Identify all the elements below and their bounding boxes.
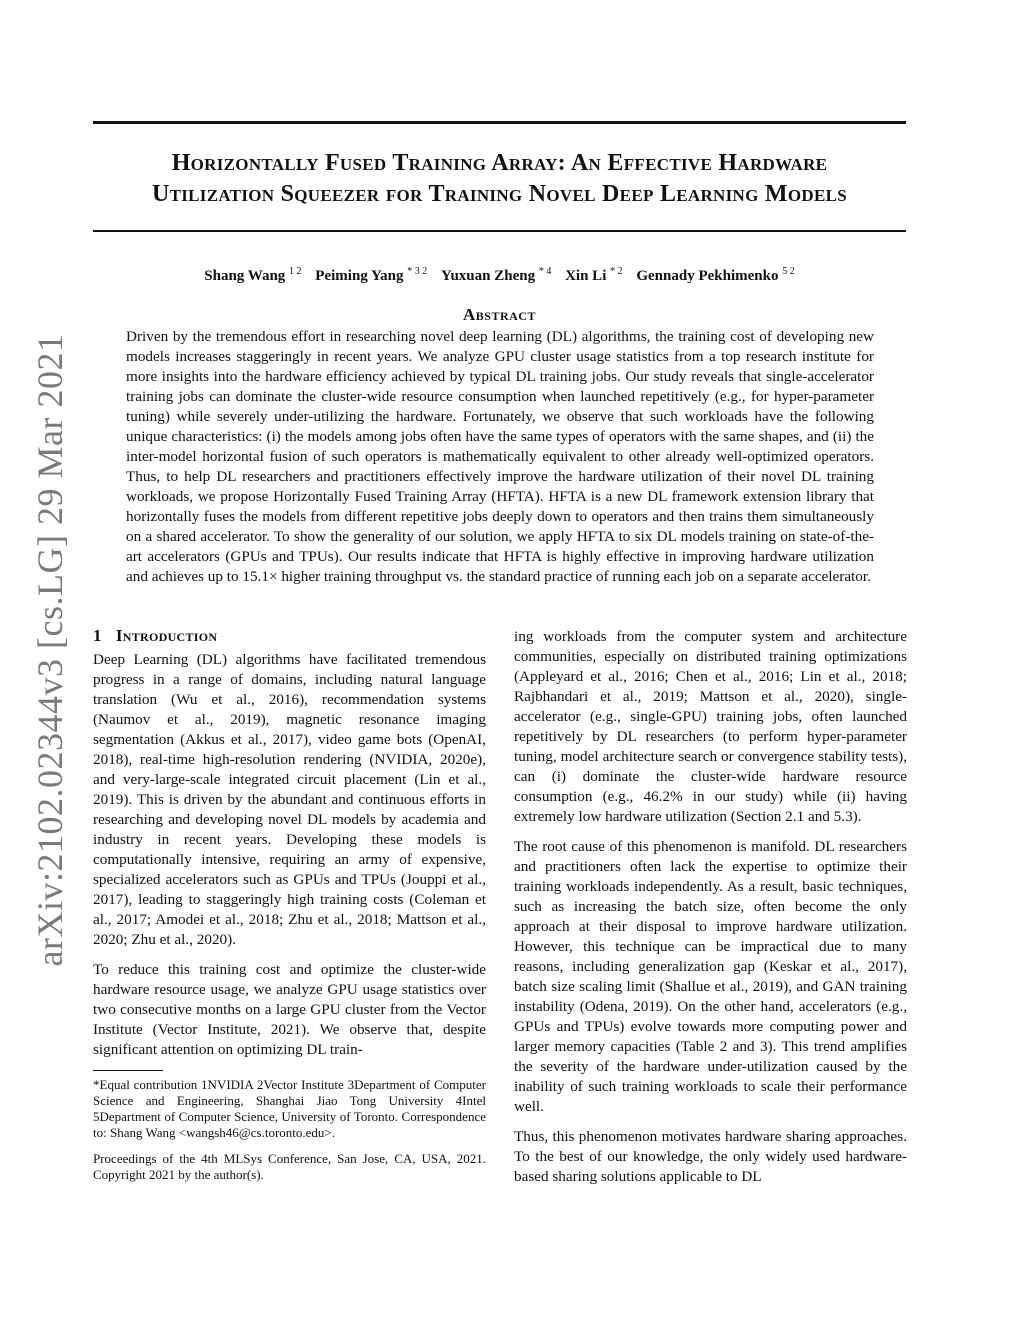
paragraph: Deep Learning (DL) algorithms have facilitated tremendous progress in a range of domains, including natural language translation (Wu et al., 2016), recommendation systems (Naumov et al., 2019), magnetic resonance imaging segmentation (Akkus et al., 2017), video game bots (OpenAI, 2018), real-time high-resolution rendering (NVIDIA, 2020e), and very-large-scale integrated circuit placement (Lin et al., 2019). This is driven by the abundant and continuous efforts in researching and developing novel DL models by academia and industry in recent years. Developing these models is computationally intensive, requiring an army of expensive, specialized accelerators such as GPUs and TPUs (Jouppi et al., 2017), leading to staggeringly high training costs (Coleman et al., 2017; Amodei et al., 2018; Zhu et al., 2018; Mattson et al., 2020; Zhu et al., 2020).: [93, 651, 486, 948]
title-top-rule: [93, 121, 906, 124]
paragraph: ing workloads from the computer system and architecture communities, especially on distributed training optimizations (Appleyard et al., 2016; Chen et al., 2016; Lin et al., 2018; Rajbhandari et al., 2019; Mattson et al., 2020), single-accelerator (e.g., single-GPU) training jobs, often launched repetitively by DL researchers (to perform hyper-parameter tuning, model architecture search or convergence stability tests), can (i) dominate the cluster-wide hardware resource consumption (e.g., 46.2% in our study) while (ii) having extremely low hardware utilization (Section 2.1 and 5.3).: [514, 628, 907, 825]
author: Peiming Yang $^{* 3 2}$: [315, 266, 428, 284]
abstract-heading: Abstract: [463, 305, 536, 324]
paragraph: To reduce this training cost and optimize the cluster-wide hardware resource usage, we analyze GPU usage statistics over two consecutive months on a large GPU cluster from the Vector Institute (Vector Institute, 2021). We observe that, despite significant attention on optimizing DL train-: [93, 961, 486, 1058]
abstract-text: Driven by the tremendous effort in researching novel deep learning (DL) algorithms, the training cost of developing new models increases staggeringly in recent years. We analyze GPU cluster usage statistics from a top research institute for more insights into the hardware efficiency achieved by typical DL training jobs. Our study reveals that single-accelerator training jobs can dominate the cluster-wide resource consumption when launched repetitively (e.g., for hyper-parameter tuning) while severely under-utilizing the hardware. Fortunately, we observe that such workloads have the following unique characteristics: (i) the models among jobs often have the same types of operators with the same shapes, and (ii) the inter-model horizontal fusion of such operators is mathematically equivalent to other already well-optimized operators. Thus, to help DL researchers and practitioners effectively improve the hardware utilization of their novel DL training workloads, we propose Horizontally Fused Training Array (HFTA). HFTA is a new DL framework extension library that horizontally fuses the models from different repetitive jobs deeply down to operators and then trains them simultaneously on a shared accelerator. To show the generality of our solution, we apply HFTA to six DL models training on state-of-the-art accelerators (GPUs and TPUs). Our results indicate that HFTA is highly effective in improving hardware utilization and achieves up to 15.1× higher training throughput vs. the standard practice of running each job on a separate accelerator.: [126, 328, 874, 585]
arxiv-stamp: arXiv:2102.02344v3 [cs.LG] 29 Mar 2021: [30, 333, 70, 967]
proceedings-note: Proceedings of the 4th MLSys Conference, San Jose, CA, USA, 2021. Copyright 2021 by the author(s).: [93, 1151, 486, 1182]
title-line-2: Utilization Squeezer for Training Novel Deep Learning Models: [151, 181, 848, 207]
footnote-rule: [93, 1070, 163, 1071]
right-column: [514, 627, 907, 1197]
author: Yuxuan Zheng $^{* 4}$: [441, 266, 552, 284]
author: Shang Wang $^{1 2}$: [204, 266, 302, 284]
author-list: [93, 266, 906, 285]
paragraph: The root cause of this phenomenon is manifold. DL researchers and practitioners often lack the expertise to optimize their training workloads independently. As a result, basic techniques, such as increasing the batch size, often become the only approach at their disposal to improve hardware utilization. However, this technique can be impractical due to many reasons, including generalization gap (Keskar et al., 2017), batch size scaling limit (Shallue et al., 2019), and GAN training instability (Odena, 2019). On the other hand, accelerators (e.g., GPUs and TPUs) evolve towards more computing power and larger memory capacities (Table 2 and 3). This trend amplifies the severity of the hardware under-utilization caused by the inability of such training workloads to scale their performance well.: [514, 838, 907, 1115]
title-line-1: Horizontally Fused Training Array: An Effective Hardware: [171, 150, 828, 176]
author: Xin Li $^{* 2}$: [565, 266, 623, 284]
left-column: [93, 626, 486, 1193]
footnote-affiliations: *Equal contribution 1NVIDIA 2Vector Institute 3Department of Computer Science and Engineering, Shanghai Jiao Tong University 4Intel 5Department of Computer Science, University of Toronto. Correspondence to: Shang Wang <wangsh46@cs.toronto.edu>.: [93, 1077, 486, 1140]
title-bottom-rule: [93, 230, 906, 232]
section-heading: [93, 626, 486, 646]
section-title: Introduction: [115, 626, 218, 645]
author: Gennady Pekhimenko $^{5 2}$: [636, 266, 795, 284]
paper-title: [93, 148, 906, 210]
paragraph: Thus, this phenomenon motivates hardware sharing approaches. To the best of our knowledge, the only widely used hardware-based sharing solutions applicable to DL: [514, 1128, 907, 1185]
section-number: 1: [93, 626, 102, 645]
